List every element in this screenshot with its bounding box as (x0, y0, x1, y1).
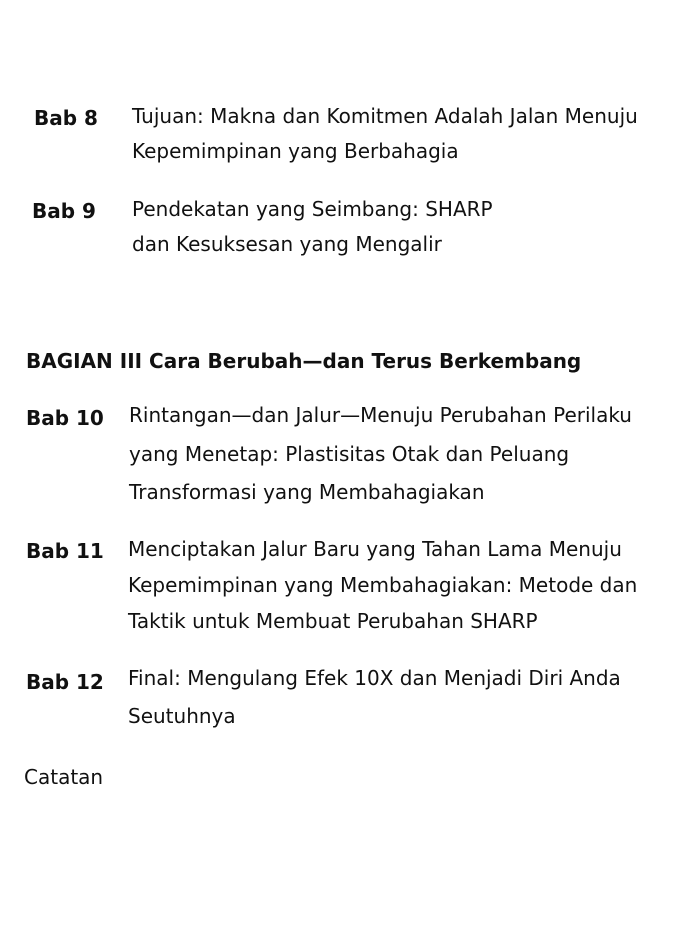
chapter-title-line: Tujuan: Makna dan Komitmen Adalah Jalan Menuju (132, 104, 638, 128)
chapter-title-line: yang Menetap: Plastisitas Otak dan Peluang (129, 442, 570, 466)
chapter-title-line: Rintangan—dan Jalur—Menuju Perubahan Perilaku (129, 403, 632, 427)
chapter-label: Bab 11 (26, 539, 104, 563)
chapter-label: Bab 8 (34, 106, 98, 130)
chapter-title-line: Transformasi yang Membahagiakan (129, 480, 485, 504)
chapter-label: Bab 12 (26, 670, 104, 694)
chapter-title-line: Seutuhnya (128, 704, 236, 728)
chapter-title-line: Taktik untuk Membuat Perubahan SHARP (128, 609, 538, 633)
chapter-title-line: Kepemimpinan yang Membahagiakan: Metode dan (128, 573, 638, 597)
part-title: BAGIAN III Cara Berubah—dan Terus Berkembang (26, 349, 582, 373)
chapter-title-line: Menciptakan Jalur Baru yang Tahan Lama Menuju (128, 537, 622, 561)
chapter-title-line: dan Kesuksesan yang Mengalir (132, 232, 442, 256)
chapter-label: Bab 9 (32, 199, 96, 223)
notes-label: Catatan (24, 765, 104, 789)
chapter-title-line: Kepemimpinan yang Berbahagia (132, 139, 459, 163)
chapter-title-line: Final: Mengulang Efek 10X dan Menjadi Diri Anda (128, 666, 621, 690)
chapter-title-line: Pendekatan yang Seimbang: SHARP (132, 197, 493, 221)
chapter-label: Bab 10 (26, 406, 104, 430)
